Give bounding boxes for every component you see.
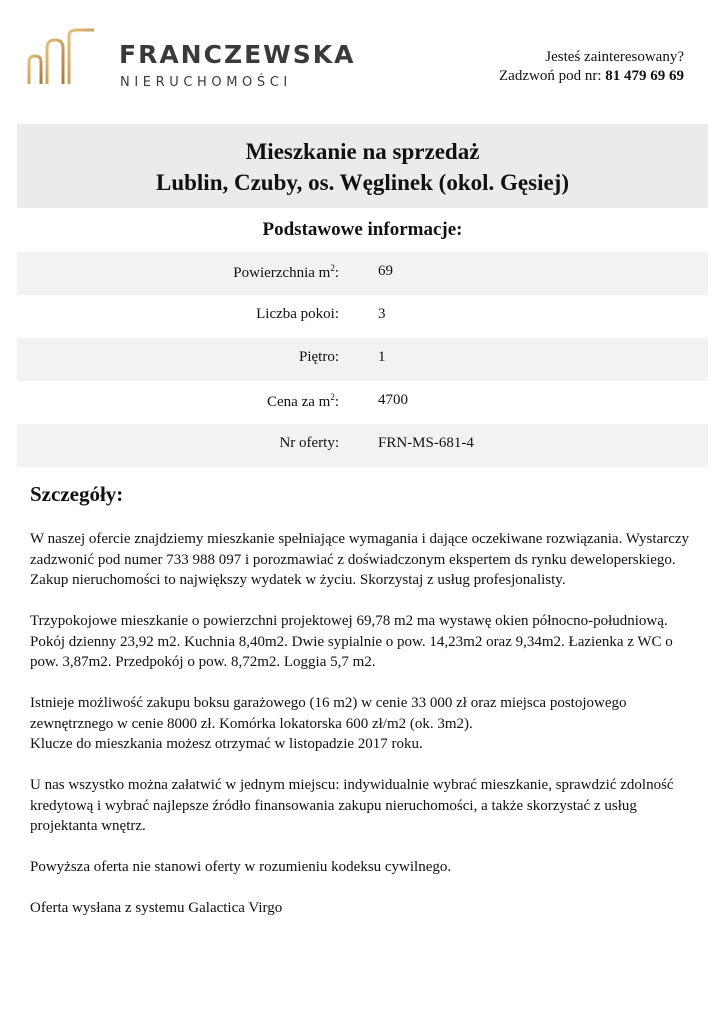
details-paragraph: W naszej ofercie znajdziemy mieszkanie spełniające wymagania i dające oczekiwane rozwiązania. Wystarczy zadzwonić pod numer 733 988 097 i porozmawiać z doświadczonym ekspertem ds rynku deweloperskiego. Zakup nieruchomości to największy wydatek w życiu. Skorzystaj z usług profesjonalisty.	[30, 531, 690, 588]
info-value: 69	[378, 263, 393, 279]
info-row	[17, 252, 708, 295]
info-label-superscript: 2	[330, 263, 335, 273]
company-logo-icon	[26, 28, 98, 86]
details-paragraph: U nas wszystko można załatwić w jednym miejscu: indywidualnie wybrać mieszkanie, sprawdzić zdolność kredytową i wybrać najlepsze źródło finansowania zakupu nieruchomości, a także skorzystać z usług projektanta wnętrz.	[30, 777, 674, 834]
listing-title: Mieszkanie na sprzedaż	[245, 139, 480, 164]
details-body	[30, 529, 702, 939]
contact-question: Jesteś zainteresowany?	[545, 49, 684, 65]
details-paragraph: Trzypokojowe mieszkanie o powierzchni projektowej 69,78 m2 ma wystawę okien północno-południową. Pokój dzienny 23,92 m2. Kuchnia 8,40m2. Dwie sypialnie o pow. 14,23m2 oraz 9,34m2. Łazienka z WC o pow. 3,87m2. Przedpokój o pow. 8,72m2. Loggia 5,7 m2.	[30, 613, 673, 670]
details-paragraph: Oferta wysłana z systemu Galactica Virgo	[30, 900, 283, 916]
info-label: Liczba pokoi:	[256, 306, 339, 322]
info-label-superscript: 2	[330, 392, 335, 402]
listing-location: Lublin, Czuby, os. Węglinek (okol. Gęsiej)	[155, 170, 569, 195]
brand-subtitle: NIERUCHOMOŚCI	[120, 75, 292, 90]
info-label: Powierzchnia $m^2$:	[233, 263, 339, 281]
details-paragraph: Powyższa oferta nie stanowi oferty w rozumieniu kodeksu cywilnego.	[30, 859, 452, 875]
header	[0, 0, 725, 120]
details-paragraph: Istnieje możliwość zakupu boksu garażowego (16 m2) w cenie 33 000 zł oraz miejsca postojowego zewnętrznego w cenie 8000 zł. Komórka lokatorska 600 zł/m2 (ok. 3m2). Klucze do mieszkania możesz otrzymać w listopadzie 2017 roku.	[30, 695, 627, 752]
info-row	[17, 381, 708, 424]
contact-phone-label: Zadzwoń pod nr:	[499, 68, 602, 84]
contact-phone-line	[499, 67, 684, 86]
info-value: 3	[378, 306, 386, 322]
contact-phone-number: 81 479 69 69	[605, 68, 684, 84]
info-value: 1	[378, 349, 386, 365]
brand-name: FRANCZEWSKA	[119, 40, 356, 69]
info-value: 4700	[378, 392, 408, 408]
listing-title-box	[17, 124, 708, 208]
basic-info-heading: Podstawowe informacje:	[262, 219, 463, 240]
info-row	[17, 295, 708, 338]
info-label: Nr oferty:	[279, 435, 339, 451]
info-row	[17, 424, 708, 467]
info-label: Piętro:	[299, 349, 339, 365]
info-value: FRN-MS-681-4	[378, 435, 474, 451]
contact-box	[499, 48, 684, 86]
basic-info-table	[17, 252, 708, 467]
info-row	[17, 338, 708, 381]
details-heading: Szczegóły:	[30, 482, 124, 506]
info-label: Cena za $m^2$:	[267, 392, 339, 410]
